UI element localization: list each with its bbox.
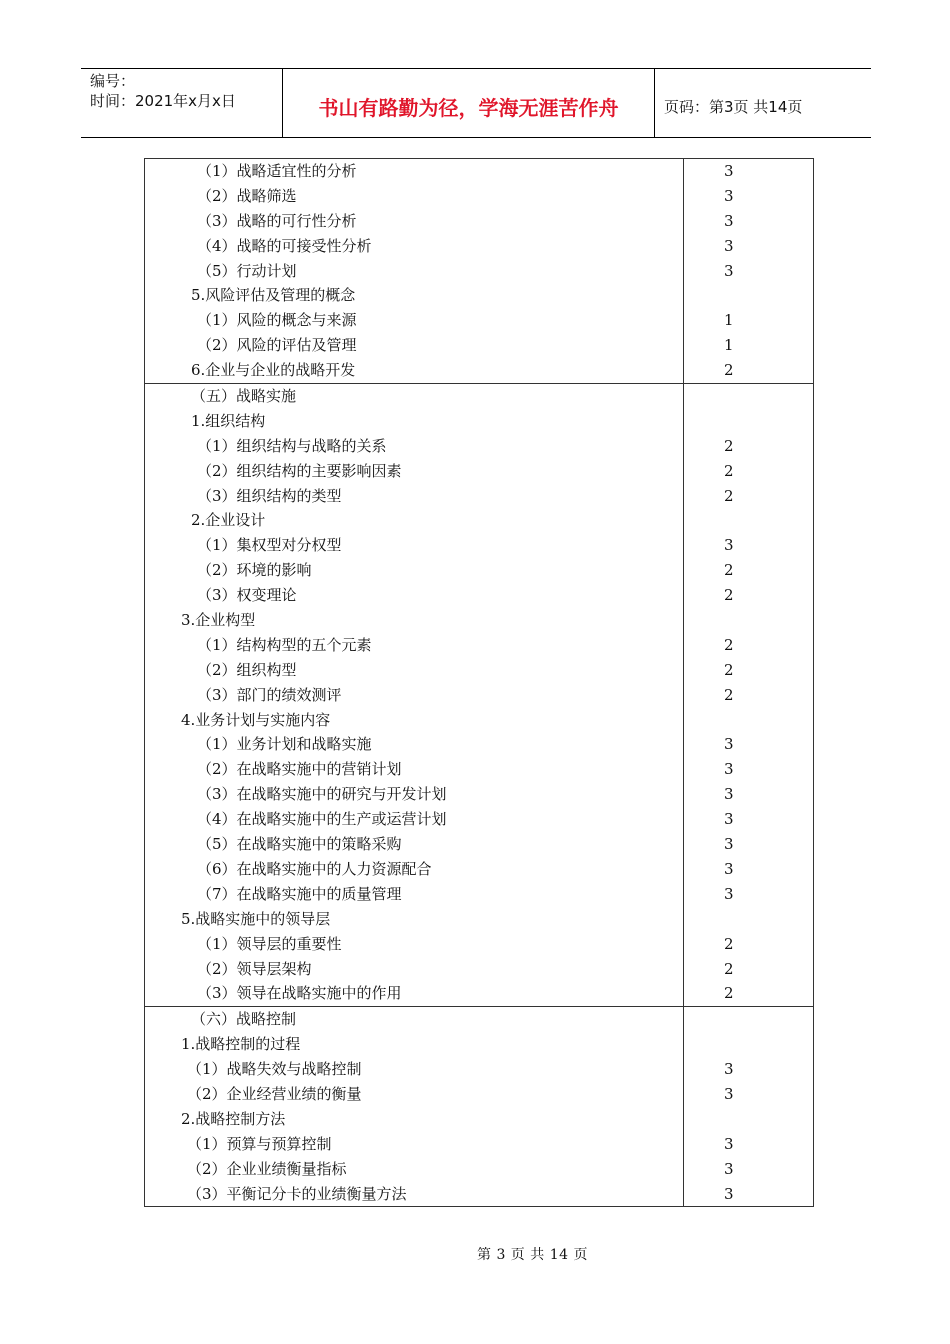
topic-text: （1）风险的概念与来源	[197, 311, 357, 330]
hours-value: 3	[723, 1159, 734, 1178]
topic-text: （3）平衡记分卡的业绩衡量方法	[187, 1184, 407, 1203]
hours-value: 1	[723, 311, 734, 330]
topic-text: 2.战略控制方法	[181, 1109, 286, 1128]
topic-text: （2）环境的影响	[197, 561, 312, 580]
hours-value: 3	[723, 859, 734, 878]
topic-text: （5）行动计划	[197, 261, 297, 280]
hours-value	[684, 708, 813, 733]
topic-text: （3）组织结构的类型	[197, 486, 342, 505]
hours-value: 3	[723, 236, 734, 255]
hours-value: 2	[723, 586, 734, 605]
topic-text: （5）在战略实施中的策略采购	[197, 835, 402, 854]
hours-value: 3	[723, 162, 734, 180]
topic-text: （3）在战略实施中的研究与开发计划	[197, 785, 447, 804]
topic-cell	[145, 384, 684, 1007]
time-label: 时间：2021年x月x日	[90, 92, 236, 110]
hours-value	[684, 283, 813, 308]
topic-text: （1）领导层的重要性	[197, 934, 342, 953]
hours-cell	[684, 384, 814, 1007]
syllabus-table	[144, 158, 814, 1207]
hours-value	[684, 1032, 813, 1057]
table-section	[145, 1007, 814, 1207]
hours-value: 3	[723, 760, 734, 779]
hours-value: 3	[723, 835, 734, 854]
topic-text: （1）预算与预算控制	[187, 1134, 332, 1153]
topic-cell	[145, 1007, 684, 1207]
page-header	[81, 68, 871, 138]
hours-value: 2	[723, 660, 734, 679]
topic-text: 5.风险评估及管理的概念	[191, 286, 356, 305]
hours-value: 3	[723, 261, 734, 280]
hours-value: 3	[723, 785, 734, 804]
hours-value: 3	[723, 810, 734, 829]
topic-text: （2）在战略实施中的营销计划	[197, 760, 402, 779]
topic-text: 6.企业与企业的战略开发	[191, 361, 356, 380]
topic-text: （7）在战略实施中的质量管理	[197, 884, 402, 903]
topic-text: （4）在战略实施中的生产或运营计划	[197, 810, 447, 829]
page-footer	[0, 1244, 950, 1264]
topic-text: （1）战略失效与战略控制	[187, 1060, 362, 1079]
hours-value	[684, 907, 813, 932]
table-section	[145, 159, 814, 384]
topic-text: （2）企业经营业绩的衡量	[187, 1084, 362, 1103]
topic-text: （6）在战略实施中的人力资源配合	[197, 859, 432, 878]
hours-value	[684, 384, 813, 409]
footer-page-number: 第 3 页 共 14 页	[477, 1247, 588, 1263]
topic-text: 4.业务计划与实施内容	[181, 710, 331, 729]
topic-cell	[145, 159, 684, 384]
hours-value	[684, 1007, 813, 1032]
topic-text: （2）组织构型	[197, 660, 297, 679]
header-page-label: 页码：第3页 共14页	[664, 97, 803, 116]
hours-value: 2	[723, 486, 734, 505]
topic-text: （3）战略的可行性分析	[197, 211, 357, 230]
hours-value: 2	[723, 959, 734, 978]
hours-value: 3	[723, 211, 734, 230]
topic-text: （1）组织结构与战略的关系	[197, 436, 387, 455]
hours-value	[684, 508, 813, 533]
hours-value: 3	[723, 1084, 734, 1103]
hours-value: 2	[723, 984, 734, 1003]
hours-value: 2	[723, 685, 734, 704]
hours-value: 2	[723, 635, 734, 654]
hours-value: 3	[723, 536, 734, 555]
hours-value: 2	[723, 934, 734, 953]
hours-cell	[684, 159, 814, 384]
hours-cell	[684, 1007, 814, 1207]
topic-text: （2）领导层架构	[197, 959, 312, 978]
code-label: 编号：	[90, 72, 136, 90]
topic-text: 1.战略控制的过程	[181, 1035, 301, 1054]
topic-text: 1.组织结构	[191, 411, 266, 430]
hours-value	[684, 608, 813, 633]
topic-text: 2.企业设计	[191, 511, 266, 530]
topic-text: （2）组织结构的主要影响因素	[197, 461, 402, 480]
hours-value: 3	[723, 1134, 734, 1153]
topic-text: （1）结构构型的五个元素	[197, 635, 372, 654]
topic-text: （3）部门的绩效测评	[197, 685, 342, 704]
hours-value: 3	[723, 735, 734, 754]
hours-value: 2	[723, 361, 734, 380]
topic-text: （3）权变理论	[197, 586, 297, 605]
hours-value	[684, 1107, 813, 1132]
topic-text: （4）战略的可接受性分析	[197, 236, 372, 255]
topic-text: （五）战略实施	[191, 387, 297, 406]
topic-text: 3.企业构型	[181, 611, 256, 630]
header-motto: 书山有路勤为径，学海无涯苦作舟	[283, 69, 655, 137]
hours-value: 1	[723, 336, 734, 355]
topic-text: 5.战略实施中的领导层	[181, 909, 331, 928]
topic-text: （2）风险的评估及管理	[197, 336, 357, 355]
topic-text: （1）战略适宜性的分析	[197, 162, 357, 180]
topic-text: （3）领导在战略实施中的作用	[197, 984, 402, 1003]
hours-value: 3	[723, 186, 734, 205]
table-section	[145, 384, 814, 1007]
topic-text: （2）企业业绩衡量指标	[187, 1159, 347, 1178]
topic-text: （六）战略控制	[191, 1010, 297, 1029]
hours-value: 2	[723, 436, 734, 455]
hours-value: 3	[723, 884, 734, 903]
hours-value: 3	[723, 1060, 734, 1079]
hours-value: 2	[723, 461, 734, 480]
hours-value: 2	[723, 561, 734, 580]
header-meta	[81, 69, 283, 137]
hours-value	[684, 409, 813, 434]
topic-text: （1）业务计划和战略实施	[197, 735, 372, 754]
topic-text: （2）战略筛选	[197, 186, 297, 205]
hours-value: 3	[723, 1184, 734, 1203]
topic-text: （1）集权型对分权型	[197, 536, 342, 555]
